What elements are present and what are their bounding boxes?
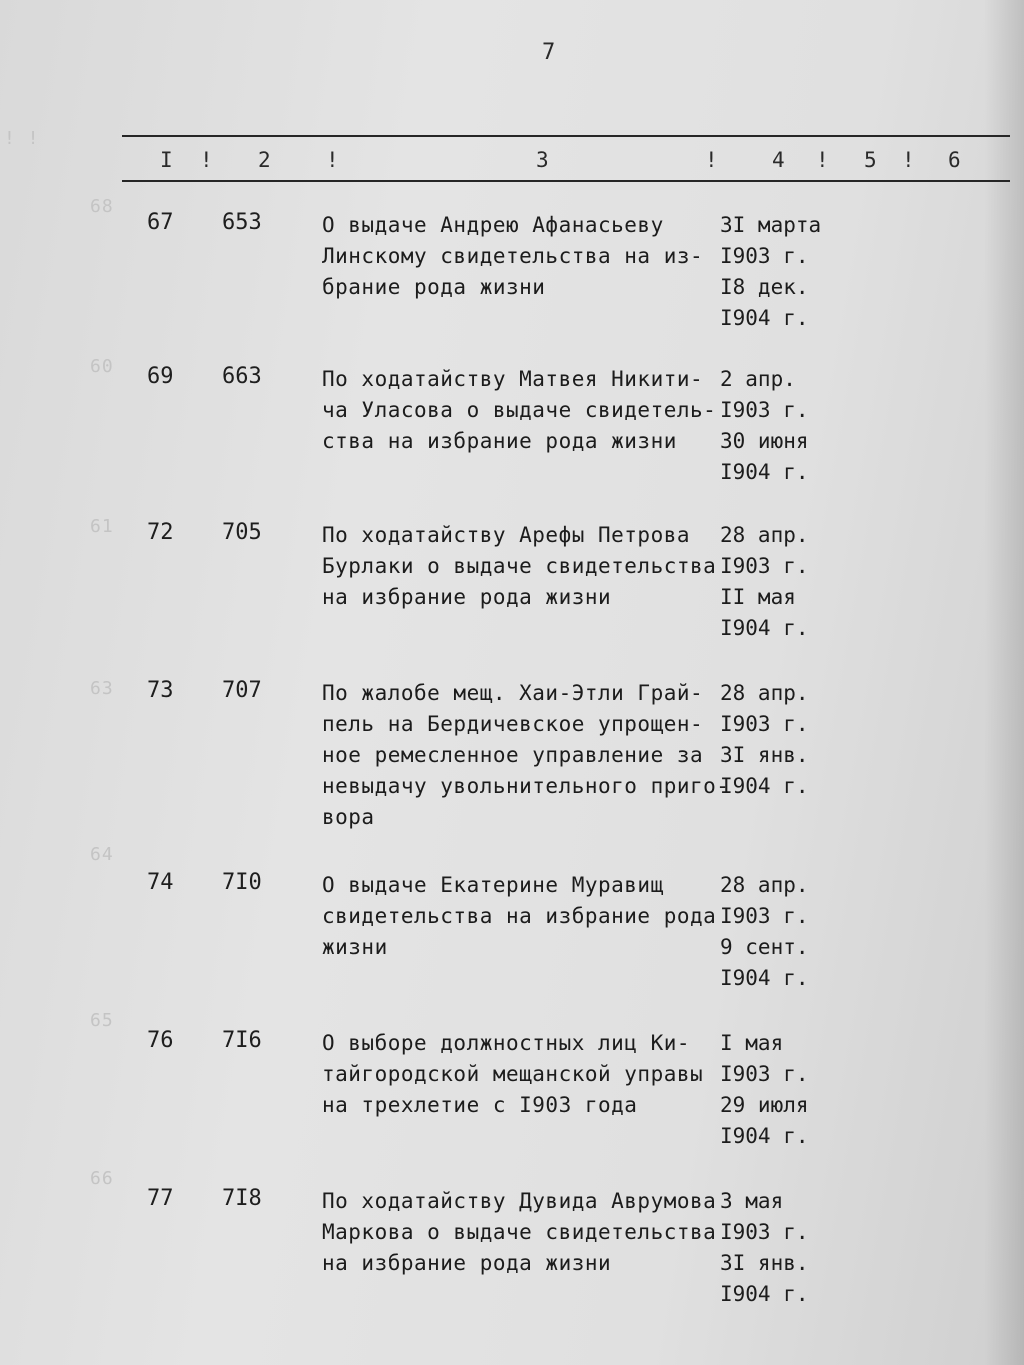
bleed-through-mark: 63 [90, 678, 114, 699]
description-line: на трехлетие с I903 года [322, 1093, 638, 1117]
date-line: 28 апр. [720, 523, 809, 547]
description-line: жизни [322, 935, 388, 959]
date-line: I904 г. [720, 966, 809, 990]
file-number: 707 [222, 678, 262, 703]
date-line: II мая [720, 585, 796, 609]
entry-dates [720, 210, 830, 334]
column-separator: ! [902, 148, 915, 172]
bleed-through-mark: ! ! [4, 128, 40, 149]
entry-description [322, 1028, 722, 1121]
entry-description [322, 364, 722, 457]
entry-number: 74 [147, 870, 174, 895]
entry-number: 77 [147, 1186, 174, 1211]
description-line: Бурлаки о выдаче свидетельства [322, 554, 717, 578]
date-line: I903 г. [720, 1220, 809, 1244]
bleed-through-mark: 61 [90, 516, 114, 537]
file-number: 7I6 [222, 1028, 262, 1053]
date-line: I мая [720, 1031, 784, 1055]
entry-number: 73 [147, 678, 174, 703]
entry-description [322, 870, 722, 963]
column-header-2: 2 [258, 148, 271, 172]
entry-dates [720, 520, 830, 644]
date-line: 29 июля [720, 1093, 809, 1117]
date-line: I903 г. [720, 398, 809, 422]
bleed-through-mark: 60 [90, 356, 114, 377]
date-line: 3I янв. [720, 743, 809, 767]
column-header-1: I [160, 148, 173, 172]
entry-number: 69 [147, 364, 174, 389]
date-line: I903 г. [720, 554, 809, 578]
date-line: I904 г. [720, 616, 809, 640]
description-line: ное ремесленное управление за [322, 743, 704, 767]
column-separator: ! [200, 148, 213, 172]
file-number: 663 [222, 364, 262, 389]
date-line: I904 г. [720, 1282, 809, 1306]
entry-description [322, 678, 730, 833]
entry-dates [720, 1186, 830, 1310]
bleed-through-mark: 66 [90, 1168, 114, 1189]
description-line: тайгородской мещанской управы [322, 1062, 704, 1086]
column-header-4: 4 [772, 148, 785, 172]
description-line: О выборе должностных лиц Ки- [322, 1031, 691, 1055]
description-line: свидетельства на избрание рода [322, 904, 717, 928]
date-line: I903 г. [720, 244, 809, 268]
date-line: I904 г. [720, 774, 809, 798]
description-line: невыдачу увольнительного приго- [322, 774, 730, 798]
entry-dates [720, 1028, 830, 1152]
entry-dates [720, 870, 830, 994]
date-line: 28 апр. [720, 681, 809, 705]
entry-number: 67 [147, 210, 174, 235]
entry-number: 76 [147, 1028, 174, 1053]
table-header-rule [122, 180, 1010, 182]
date-line: I904 г. [720, 1124, 809, 1148]
date-line: I904 г. [720, 306, 809, 330]
page-edge-shadow [984, 0, 1024, 1365]
description-line: О выдаче Екатерине Муравищ [322, 873, 664, 897]
description-line: По жалобе мещ. Хаи-Этли Грай- [322, 681, 704, 705]
description-line: ства на избрание рода жизни [322, 429, 677, 453]
date-line: I903 г. [720, 904, 809, 928]
date-line: 9 сент. [720, 935, 809, 959]
entry-dates [720, 364, 830, 488]
date-line: I904 г. [720, 460, 809, 484]
description-line: на избрание рода жизни [322, 1251, 612, 1275]
date-line: I903 г. [720, 1062, 809, 1086]
file-number: 7I0 [222, 870, 262, 895]
date-line: I8 дек. [720, 275, 809, 299]
description-line: О выдаче Андрею Афанасьеву [322, 213, 664, 237]
entry-dates [720, 678, 830, 802]
date-line: 3I янв. [720, 1251, 809, 1275]
description-line: брание рода жизни [322, 275, 546, 299]
column-separator: ! [326, 148, 339, 172]
description-line: По ходатайству Арефы Петрова [322, 523, 691, 547]
bleed-through-mark: 65 [90, 1010, 114, 1031]
description-line: ча Уласова о выдаче свидетель- [322, 398, 717, 422]
description-line: Маркова о выдаче свидетельства [322, 1220, 717, 1244]
entry-description [322, 1186, 722, 1279]
column-separator: ! [705, 148, 718, 172]
date-line: 28 апр. [720, 873, 809, 897]
file-number: 705 [222, 520, 262, 545]
column-header-3: 3 [536, 148, 549, 172]
column-header-6: 6 [948, 148, 961, 172]
column-separator: ! [816, 148, 829, 172]
description-line: пель на Бердичевское упрощен- [322, 712, 704, 736]
description-line: на избрание рода жизни [322, 585, 612, 609]
bleed-through-mark: 68 [90, 196, 114, 217]
date-line: 30 июня [720, 429, 809, 453]
date-line: 2 апр. [720, 367, 796, 391]
column-header-5: 5 [864, 148, 877, 172]
file-number: 653 [222, 210, 262, 235]
date-line: 3I марта [720, 213, 822, 237]
description-line: Линскому свидетельства на из- [322, 244, 704, 268]
entry-description [322, 210, 722, 303]
date-line: 3 мая [720, 1189, 784, 1213]
page-number: 7 [542, 40, 556, 65]
description-line: По ходатайству Дувида Аврумова [322, 1189, 717, 1213]
file-number: 7I8 [222, 1186, 262, 1211]
entry-description [322, 520, 722, 613]
date-line: I903 г. [720, 712, 809, 736]
description-line: вора [322, 805, 375, 829]
description-line: По ходатайству Матвея Никити- [322, 367, 704, 391]
table-top-rule [122, 135, 1010, 137]
entry-number: 72 [147, 520, 174, 545]
bleed-through-mark: 64 [90, 844, 114, 865]
